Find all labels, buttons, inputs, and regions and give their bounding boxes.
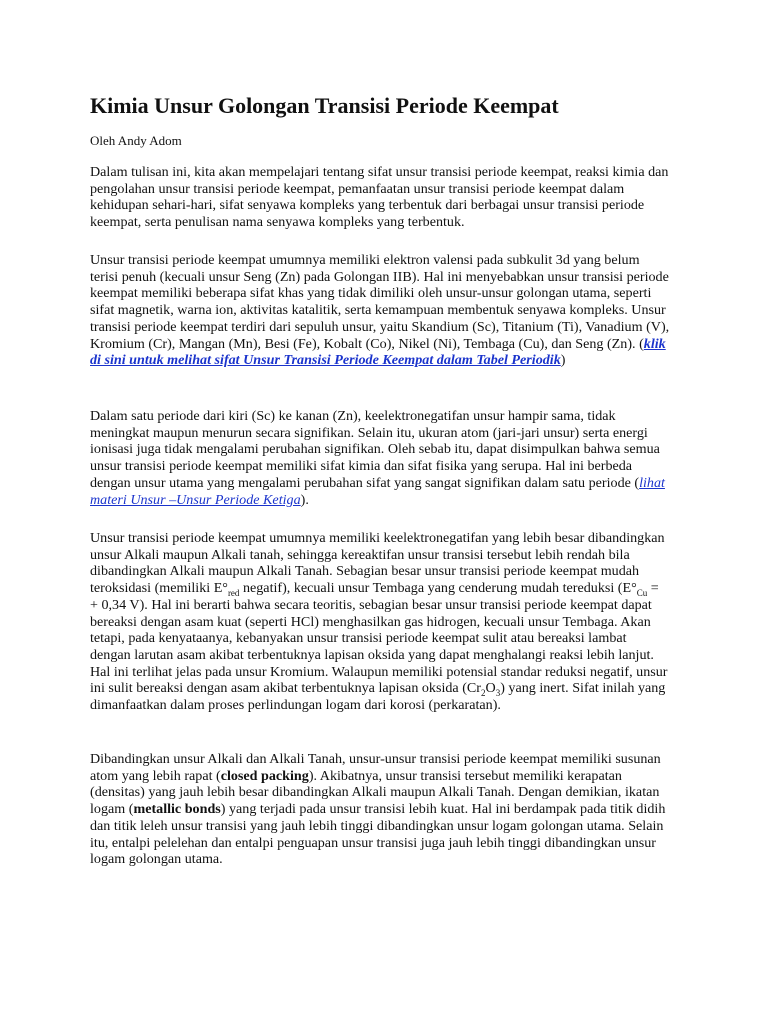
subscript-o: 3 xyxy=(495,688,501,699)
paragraph-text: ). Akibatnya, unsur transisi tersebut memiliki kerapatan (densitas) yang jauh lebih besar dibandingkan Alkali maupun Alkali Tanah. Dengan demikian, ikatan logam ( xyxy=(90,767,660,818)
paragraph-text: Dibandingkan unsur Alkali dan Alkali Tanah, unsur-unsur transisi periode keempat memiliki susunan atom yang lebih rapat ( xyxy=(90,751,661,784)
paragraph-text: ) yang terjadi pada unsur transisi lebih kuat. Hal ini berdampak pada titik didih dan titik leleh unsur transisi yang jauh lebih tinggi dibandingkan unsur logam golongan utama. Selain itu, entalpi pelelehan dan entalpi penguapan unsur transisi juga jauh lebih tinggi dibandingkan unsur logam golongan utama. xyxy=(90,801,666,868)
paragraph-electron-config xyxy=(90,252,670,369)
paragraph-text: = + 0,34 V). Hal ini berarti bahwa secara teoritis, sebagian besar unsur transisi periode keempat dapat bereaksi dengan asam kuat (seperti HCl) menghasilkan gas hidrogen, kecuali unsur Tembaga. Akan tetapi, pada kenyataanya, kebanyakan unsur transisi periode keempat sulit atau bereaksi lambat dengan larutan asam akibat terbentuknya lapisan oksida yang dapat menghalangi reaksi lebih lanjut. Hal ini terlihat jelas pada unsur Kromium. Walaupun memiliki potensial standar reduksi negatif, unsur ini sulit bereaksi dengan asam akibat terbentuknya lapisan oksida (Cr xyxy=(90,580,668,697)
paragraph-intro xyxy=(90,164,670,231)
term-metallic-bonds: metallic bonds xyxy=(133,801,221,818)
paragraph-text: Dalam satu periode dari kiri (Sc) ke kanan (Zn), keelektronegatifan unsur hampir sama, tidak meningkat maupun menurun secara signifikan. Selain itu, ukuran atom (jari-jari unsur) serta energi ionisasi juga tidak mengalami perubahan signifikan. Oleh sebab itu, dapat disimpulkan bahwa semua unsur transisi periode keempat memiliki sifat kimia dan sifat fisika yang serupa. Hal ini berbeda dengan unsur utama yang mengalami perubahan sifat yang sangat signifikan dalam satu periode ( xyxy=(90,408,660,491)
paragraph-text: negatif), kecuali unsur Tembaga yang cenderung mudah tereduksi (E° xyxy=(239,580,637,597)
paragraph-reactivity xyxy=(90,530,670,714)
subscript-red: red xyxy=(227,587,240,598)
author-byline: Oleh Andy Adom xyxy=(90,133,182,148)
periodic-table-link[interactable]: klik di sini untuk melihat sifat Unsur Transisi Periode Keempat dalam Tabel Periodik xyxy=(90,335,666,369)
paragraph-periodic-trends xyxy=(90,408,670,508)
subscript-cr: 2 xyxy=(481,688,486,699)
subscript-cu: Cu xyxy=(636,587,648,598)
paragraph-text: Unsur transisi periode keempat umumnya memiliki elektron valensi pada subkulit 3d yang belum terisi penuh (kecuali unsur Seng (Zn) pada Golongan IIB). Hal ini menyebabkan unsur transisi periode keempat memiliki beberapa sifat khas yang tidak dimiliki oleh unsur-unsur golongan utama, seperti sifat magnetik, warna ion, aktivitas katalitik, serta kemampuan membentuk senyawa kompleks. Unsur transisi periode keempat terdiri dari sepuluh unsur, yaitu Skandium (Sc), Titanium (Ti), Vanadium (V), Kromium (Cr), Mangan (Mn), Besi (Fe), Kobalt (Co), Nikel (Ni), Tembaga (Cu), dan Seng (Zn). ( xyxy=(90,252,670,352)
document-title: Kimia Unsur Golongan Transisi Periode Keempat xyxy=(90,93,559,118)
paragraph-text: O xyxy=(485,680,496,697)
paragraph-text: Unsur transisi periode keempat umumnya memiliki keelektronegatifan yang lebih besar dibandingkan unsur Alkali maupun Alkali tanah, sehingga kereaktifan unsur transisi tersebut lebih rendah bila dibandingkan Alkali maupun Alkali Tanah. Sebagian besar unsur transisi periode keempat mudah teroksidasi (memiliki E° xyxy=(90,530,665,597)
term-closed-packing: closed packing xyxy=(220,767,309,784)
paragraph-text-end: ). xyxy=(300,491,309,508)
period-three-link[interactable]: lihat materi Unsur –Unsur Periode Ketiga xyxy=(90,474,665,508)
paragraph-text-end: ) xyxy=(560,352,566,369)
paragraph-text: Dalam tulisan ini, kita akan mempelajari tentang sifat unsur transisi periode keempat, reaksi kimia dan pengolahan unsur transisi periode keempat, pemanfaatan unsur transisi periode keempat dalam kehidupan sehari-hari, sifat senyawa kompleks yang terbentuk dari berbagai unsur transisi periode keempat, serta penulisan nama senyawa kompleks yang terbentuk. xyxy=(90,164,669,231)
paragraph-text: ) yang inert. Sifat inilah yang dimanfaatkan dalam proses perlindungan logam dari korosi (perkaratan). xyxy=(90,680,666,714)
paragraph-density xyxy=(90,751,670,868)
